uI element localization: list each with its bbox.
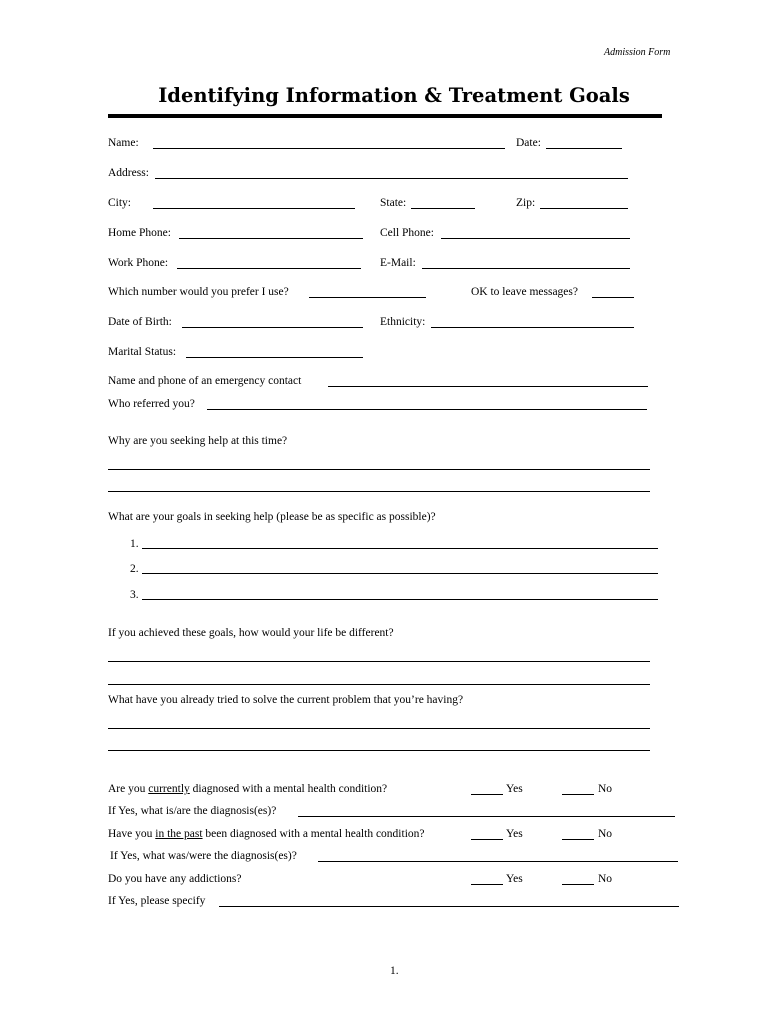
already-tried-answer-line[interactable] [108, 750, 650, 751]
date-label: Date: [516, 137, 541, 149]
addictions-no-blank[interactable] [562, 884, 594, 885]
email-label: E-Mail: [380, 257, 416, 269]
addictions-field[interactable] [219, 906, 679, 907]
past-yes-blank[interactable] [471, 839, 503, 840]
current-diagnosis-followup: If Yes, what is/are the diagnosis(es)? [108, 805, 277, 817]
ok-messages-label: OK to leave messages? [471, 286, 578, 298]
no-label: No [598, 828, 613, 840]
state-label: State: [380, 197, 407, 209]
goal-answer-line[interactable] [142, 573, 658, 574]
emergency-contact-field[interactable] [328, 386, 648, 387]
city-label: City: [108, 197, 132, 209]
title-rule [108, 114, 662, 118]
work-phone-label: Work Phone: [108, 257, 169, 269]
life-different-answer-line[interactable] [108, 661, 650, 662]
home-phone-field[interactable] [179, 238, 363, 239]
life-different-answer-line[interactable] [108, 684, 650, 685]
marital-status-label: Marital Status: [108, 346, 177, 358]
state-field[interactable] [411, 208, 475, 209]
why-help-question: Why are you seeking help at this time? [108, 435, 288, 447]
referred-field[interactable] [207, 409, 647, 410]
why-help-answer-line[interactable] [108, 491, 650, 492]
cell-phone-label: Cell Phone: [380, 227, 434, 239]
page-title: Identifying Information & Treatment Goals [158, 84, 630, 107]
past-diagnosis-question: Have you in the past been diagnosed with a mental health condition? [108, 828, 425, 840]
goal-answer-line[interactable] [142, 548, 658, 549]
yes-label: Yes [506, 828, 523, 840]
no-label: No [598, 873, 613, 885]
past-no-blank[interactable] [562, 839, 594, 840]
dob-label: Date of Birth: [108, 316, 172, 328]
past-diagnosis-followup: If Yes, what was/were the diagnosis(es)? [110, 850, 297, 862]
zip-field[interactable] [540, 208, 628, 209]
why-help-answer-line[interactable] [108, 469, 650, 470]
cell-phone-field[interactable] [441, 238, 630, 239]
current-yes-blank[interactable] [471, 794, 503, 795]
ok-messages-field[interactable] [592, 297, 634, 298]
addictions-followup: If Yes, please specify [108, 895, 206, 907]
marital-status-field[interactable] [186, 357, 363, 358]
goal-number: 3. [130, 589, 139, 601]
already-tried-question: What have you already tried to solve the current problem that you’re having? [108, 694, 464, 706]
ethnicity-label: Ethnicity: [380, 316, 426, 328]
preferred-number-label: Which number would you prefer I use? [108, 286, 289, 298]
addictions-question: Do you have any addictions? [108, 873, 242, 885]
goal-number: 2. [130, 563, 139, 575]
emphasis-currently: currently [148, 783, 190, 795]
dob-field[interactable] [182, 327, 363, 328]
current-diagnosis-field[interactable] [298, 816, 675, 817]
ethnicity-field[interactable] [431, 327, 634, 328]
addictions-yes-blank[interactable] [471, 884, 503, 885]
form-type-label: Admission Form [604, 47, 671, 58]
date-field[interactable] [546, 148, 622, 149]
preferred-number-field[interactable] [309, 297, 426, 298]
yes-label: Yes [506, 873, 523, 885]
current-diagnosis-question: Are you currently diagnosed with a mental health condition? [108, 783, 388, 795]
past-diagnosis-field[interactable] [318, 861, 678, 862]
yes-label: Yes [506, 783, 523, 795]
goal-number: 1. [130, 538, 139, 550]
already-tried-answer-line[interactable] [108, 728, 650, 729]
work-phone-field[interactable] [177, 268, 361, 269]
page-number: 1. [390, 965, 399, 977]
name-label: Name: [108, 137, 139, 149]
current-no-blank[interactable] [562, 794, 594, 795]
email-field[interactable] [422, 268, 630, 269]
life-different-question: If you achieved these goals, how would your life be different? [108, 627, 394, 639]
zip-label: Zip: [516, 197, 536, 209]
goals-question: What are your goals in seeking help (please be as specific as possible)? [108, 511, 436, 523]
address-label: Address: [108, 167, 149, 179]
emergency-contact-label: Name and phone of an emergency contact [108, 375, 302, 387]
no-label: No [598, 783, 613, 795]
home-phone-label: Home Phone: [108, 227, 171, 239]
name-field[interactable] [153, 148, 505, 149]
emphasis-in-the-past: in the past [155, 828, 203, 840]
goal-answer-line[interactable] [142, 599, 658, 600]
address-field[interactable] [155, 178, 628, 179]
referred-label: Who referred you? [108, 398, 195, 410]
city-field[interactable] [153, 208, 355, 209]
